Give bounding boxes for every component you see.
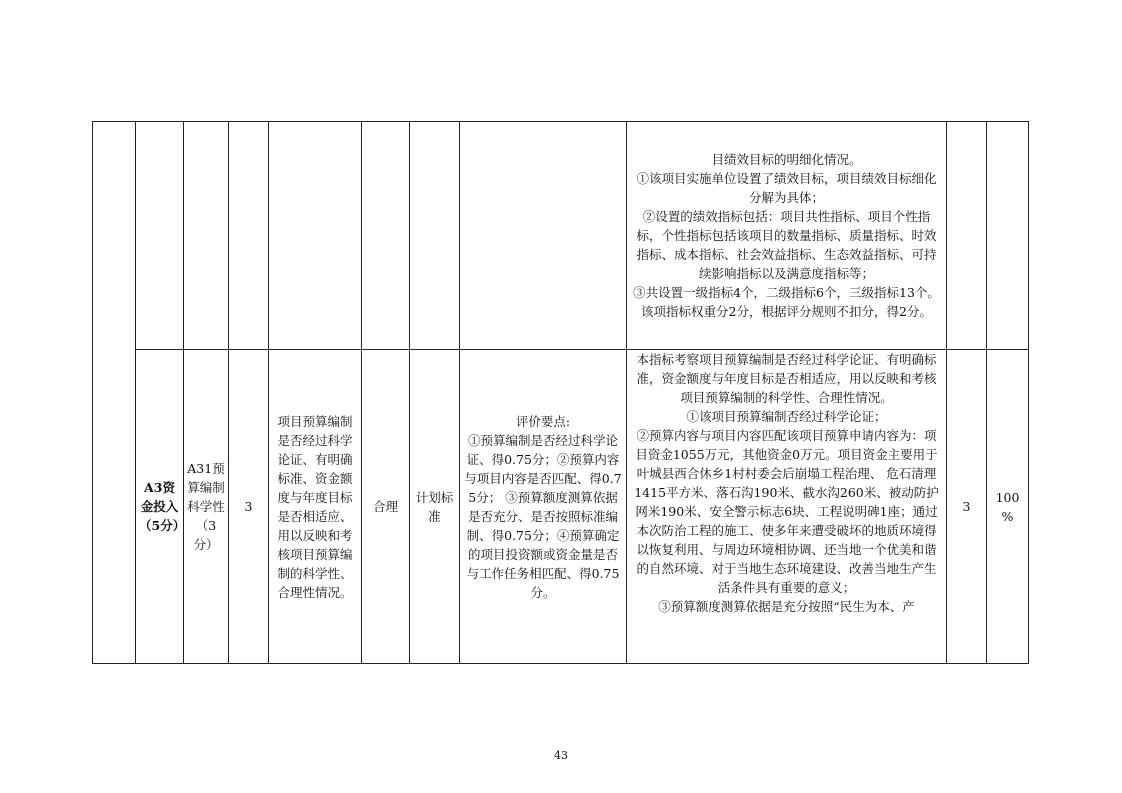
standard-type-cell <box>410 350 460 664</box>
level2-cell-empty <box>136 122 184 350</box>
criteria-cell <box>460 350 627 664</box>
indicator-attribute: 合理 <box>372 499 398 514</box>
rate-cell-empty <box>987 122 1029 350</box>
level1-indicator-cell <box>136 350 184 664</box>
attr-cell-empty <box>362 122 410 350</box>
level3-cell-empty <box>184 122 229 350</box>
table-row-continued <box>93 122 1029 350</box>
criteria-title: 评价要点: <box>515 413 571 429</box>
criteria-cell-empty <box>460 122 627 350</box>
weight-cell <box>229 350 269 664</box>
detail-line: ②预算内容与项目内容匹配该项目预算申请内容为：项目资金1055万元，其他资金0万元。项目资金主要用于叶城县西合休乡1村村委会后崩塌工程治理、 危石清理1415平方米、落石沟190米、截水沟260米、被动防护网米190米、安全警示标志6块、工程说明碑1座；通过本次防治工程的施工、使多年来遭受破坏的地质环境得以恢复利用、与周边环境相协调、还当地一个优美和谐的自然环境、对于当地生态环境建设、改善当地生产生活条件具有重要的意义； <box>634 428 939 595</box>
detail-line: ①该项目实施单位设置了绩效目标，项目绩效目标细化分解为具体； <box>636 171 937 205</box>
detail-line: 该项指标权重分2分，根据评分规则不扣分，得2分。 <box>641 304 932 319</box>
detail-cell-content <box>627 350 946 663</box>
score-value: 3 <box>962 499 971 514</box>
level1-cell-empty-lower <box>93 350 136 664</box>
table-row-a3 <box>93 350 1029 664</box>
standard-type: 计划标准 <box>415 489 454 524</box>
detail-line: ③预算额度测算依据是充分按照“民生为本、产 <box>658 599 915 614</box>
standard-cell-empty <box>410 122 460 350</box>
level1-cell-empty <box>93 122 136 350</box>
weight-value: 3 <box>244 499 253 514</box>
score-cell-empty <box>947 122 987 350</box>
detail-line: ③共设置一级指标4个，二级指标6个，三级指标13个。 <box>633 285 940 300</box>
score-rate: 100 % <box>995 489 1020 524</box>
weight-cell-empty <box>229 122 269 350</box>
detail-line: ①该项目预算编制否经过科学论证； <box>686 409 887 424</box>
criteria-body: ①预算编制是否经过科学论证、得0.75分；②预算内容与项目内容是否匹配、得0.75分； ③预算额度测算依据是否充分、是否按照标准编制、得0.75分；④预算确定的项目投资额或资金量是否与工作任务相匹配、得0.75分。 <box>464 432 622 600</box>
score-cell <box>947 350 987 664</box>
score-rate-cell <box>987 350 1029 664</box>
indicator-description: 项目预算编制是否经过科学论证、有明确标准、资金额度与年度目标是否相适应、用以反映和考核项目预算编制的科学性、合理性情况。 <box>277 413 353 600</box>
detail-line: ②设置的绩效指标包括：项目共性指标、项目个性指标，个性指标包括该项目的数量指标、质量指标、时效指标、成本指标、社会效益指标、生态效益指标、可持续影响指标以及满意度指标等； <box>636 209 937 281</box>
detail-line: 目绩效目标的明细化情况。 <box>711 152 862 167</box>
detail-cell <box>627 350 947 664</box>
detail-cell-continued <box>627 122 947 350</box>
detail-line: 本指标考察项目预算编制是否经过科学论证、有明确标准，资金额度与年度目标是否相适应，用以反映和考核项目预算编制的科学性、合理性情况。 <box>636 352 937 405</box>
desc-cell-empty <box>269 122 362 350</box>
level2-indicator-cell <box>184 350 229 664</box>
indicator-desc-cell <box>269 350 362 664</box>
evaluation-table <box>92 121 1029 664</box>
level1-indicator: A3资金投入（5分） <box>139 480 186 533</box>
page-number: 43 <box>554 749 568 762</box>
attribute-cell <box>362 350 410 664</box>
level2-indicator: A31预算编制科学性（3分） <box>187 461 225 552</box>
